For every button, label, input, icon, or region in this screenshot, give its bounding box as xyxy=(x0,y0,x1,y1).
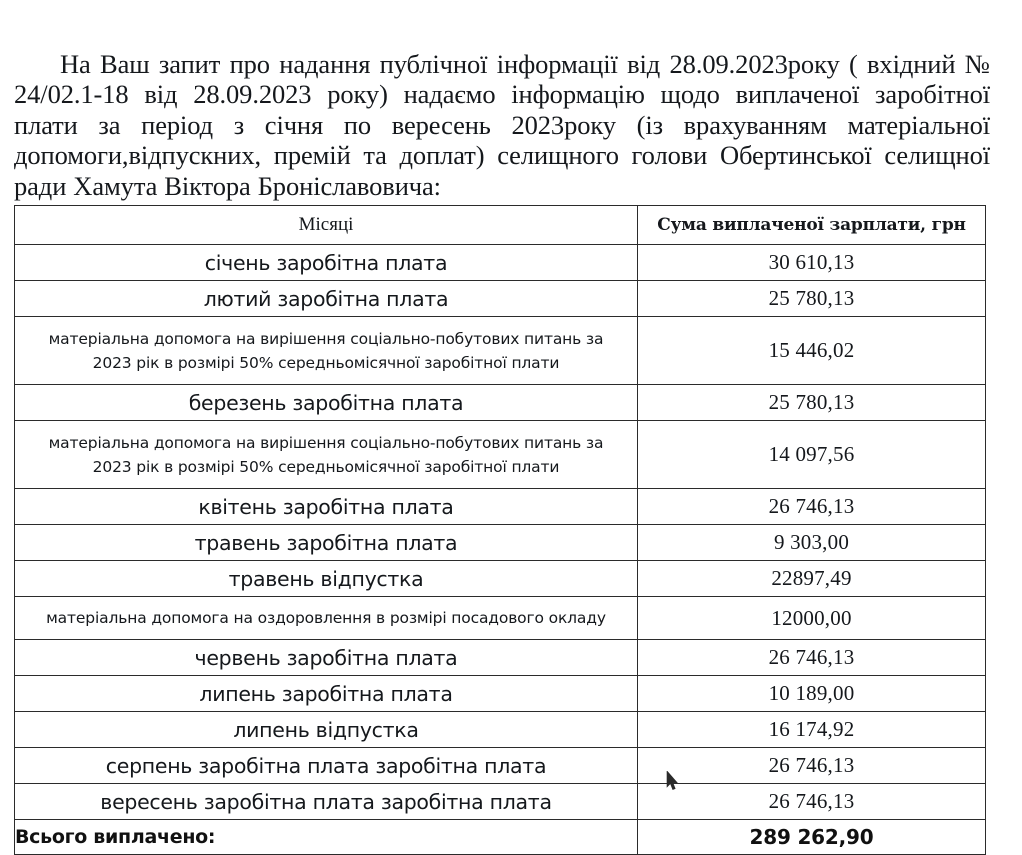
total-label: Всього виплачено: xyxy=(15,820,638,855)
table-row xyxy=(15,784,986,820)
cell-sum: 26 746,13 xyxy=(638,748,986,784)
table-row xyxy=(15,245,986,281)
cell-sum: 25 780,13 xyxy=(638,281,986,317)
cell-month: квітень заробітна плата xyxy=(15,489,638,525)
table-row xyxy=(15,676,986,712)
cell-month: січень заробітна плата xyxy=(15,245,638,281)
cell-month: матеріальна допомога на вирішення соціально-побутових питань за 2023 рік в розмірі 50% середньомісячної заробітної плати xyxy=(15,421,638,489)
cell-sum: 26 746,13 xyxy=(638,640,986,676)
cell-month: травень відпустка xyxy=(15,561,638,597)
cell-sum: 25 780,13 xyxy=(638,385,986,421)
table-row xyxy=(15,712,986,748)
cell-sum: 15 446,02 xyxy=(638,317,986,385)
cell-sum: 30 610,13 xyxy=(638,245,986,281)
table-row xyxy=(15,597,986,640)
total-row xyxy=(15,820,986,855)
cell-month: травень заробітна плата xyxy=(15,525,638,561)
cell-month: матеріальна допомога на вирішення соціально-побутових питань за 2023 рік в розмірі 50% середньомісячної заробітної плати xyxy=(15,317,638,385)
total-sum: 289 262,90 xyxy=(638,820,986,855)
cell-month: матеріальна допомога на оздоровлення в розмірі посадового окладу xyxy=(15,597,638,640)
cell-month: липень заробітна плата xyxy=(15,676,638,712)
table-row xyxy=(15,489,986,525)
table-row xyxy=(15,561,986,597)
table-foot xyxy=(15,820,986,855)
table-row xyxy=(15,748,986,784)
table-row xyxy=(15,640,986,676)
cell-month: червень заробітна плата xyxy=(15,640,638,676)
table-header-row xyxy=(15,206,986,245)
cell-sum: 9 303,00 xyxy=(638,525,986,561)
cell-month: вересень заробітна плата заробітна плата xyxy=(15,784,638,820)
cell-month: серпень заробітна плата заробітна плата xyxy=(15,748,638,784)
column-header-months: Місяці xyxy=(15,206,638,245)
cell-sum: 16 174,92 xyxy=(638,712,986,748)
column-header-sum: Сума виплаченої зарплати, грн xyxy=(638,206,986,245)
table-row xyxy=(15,525,986,561)
cell-sum: 14 097,56 xyxy=(638,421,986,489)
table-row xyxy=(15,385,986,421)
cell-sum: 22897,49 xyxy=(638,561,986,597)
table-head xyxy=(15,206,986,245)
cell-month: березень заробітна плата xyxy=(15,385,638,421)
table-body xyxy=(15,245,986,820)
salary-table xyxy=(14,205,986,855)
table-row xyxy=(15,281,986,317)
cell-sum: 26 746,13 xyxy=(638,489,986,525)
table-row xyxy=(15,317,986,385)
cell-sum: 12000,00 xyxy=(638,597,986,640)
table-row xyxy=(15,421,986,489)
cell-month: липень відпустка xyxy=(15,712,638,748)
cell-sum: 26 746,13 xyxy=(638,784,986,820)
cell-month: лютий заробітна плата xyxy=(15,281,638,317)
cell-sum: 10 189,00 xyxy=(638,676,986,712)
intro-paragraph: На Ваш запит про надання публічної інформації від 28.09.2023року ( вхідний № 24/02.1-18 від 28.09.2023 року) надаємо інформацію щодо виплаченої заробітної плати за період з січня по вересень 2023року (із врахуванням матеріальної допомоги,відпускних, премій та доплат) селищного голови Обертинської селищної ради Хамута Віктора Броніславовича: xyxy=(14,48,990,201)
